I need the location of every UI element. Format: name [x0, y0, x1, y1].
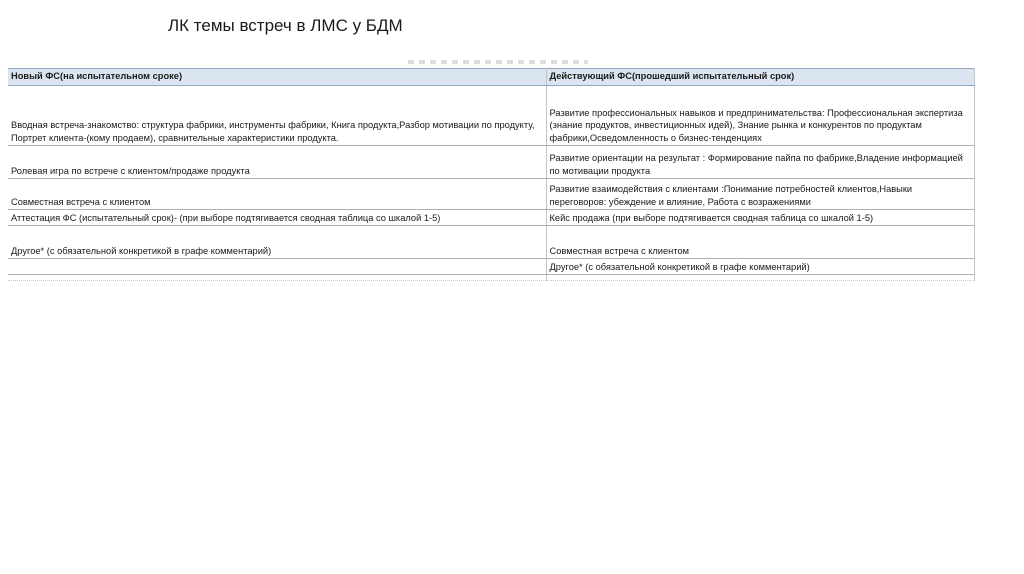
table-row [8, 146, 974, 179]
faint-background-text [408, 60, 588, 64]
table-cell: Развитие профессиональных навыков и предпринимательства: Профессиональная экспертиза (знание продуктов, инвестиционных идей), Знание рынка и конкурентов по продуктам фабрики,Осведомленность о бизнес-тенденциях [546, 86, 974, 146]
table-cell: Совместная встреча с клиентом [8, 179, 546, 210]
header-current-fs: Действующий ФС(прошедший испытательный срок) [546, 69, 974, 86]
table-row [8, 179, 974, 210]
table-cell: Другое* (с обязательной конкретикой в графе комментарий) [8, 226, 546, 259]
table-row [8, 86, 974, 146]
table-cell [8, 259, 546, 275]
table-row [8, 210, 974, 226]
table-cell [546, 275, 974, 281]
table-cell: Аттестация ФС (испытательный срок)- (при выборе подтягивается сводная таблица со шкалой 1-5) [8, 210, 546, 226]
table-cell: Другое* (с обязательной конкретикой в графе комментарий) [546, 259, 974, 275]
table-cell [8, 275, 546, 281]
table-row [8, 259, 974, 275]
table-cell: Развитие ориентации на результат : Формирование пайпа по фабрике,Владение информацией по мотивации продукта [546, 146, 974, 179]
table-cell: Совместная встреча с клиентом [546, 226, 974, 259]
slide-title: ЛК темы встреч в ЛМС у БДМ [168, 16, 403, 35]
header-new-fs: Новый ФС(на испытательном сроке) [8, 69, 546, 86]
table-row [8, 226, 974, 259]
table-cell: Развитие взаимодействия с клиентами :Понимание потребностей клиентов,Навыки переговоров: убеждение и влияние, Работа с возражениями [546, 179, 974, 210]
table-cell: Кейс продажа (при выборе подтягивается сводная таблица со шкалой 1-5) [546, 210, 974, 226]
table-cell: Вводная встреча-знакомство: структура фабрики, инструменты фабрики, Книга продукта,Разбор мотивации по продукту, Портрет клиента-(кому продаем), сравнительные характеристики продукта. [8, 86, 546, 146]
table-header-row [8, 69, 974, 86]
topics-table [8, 68, 975, 281]
table-row [8, 275, 974, 281]
table-cell: Ролевая игра по встрече с клиентом/продаже продукта [8, 146, 546, 179]
